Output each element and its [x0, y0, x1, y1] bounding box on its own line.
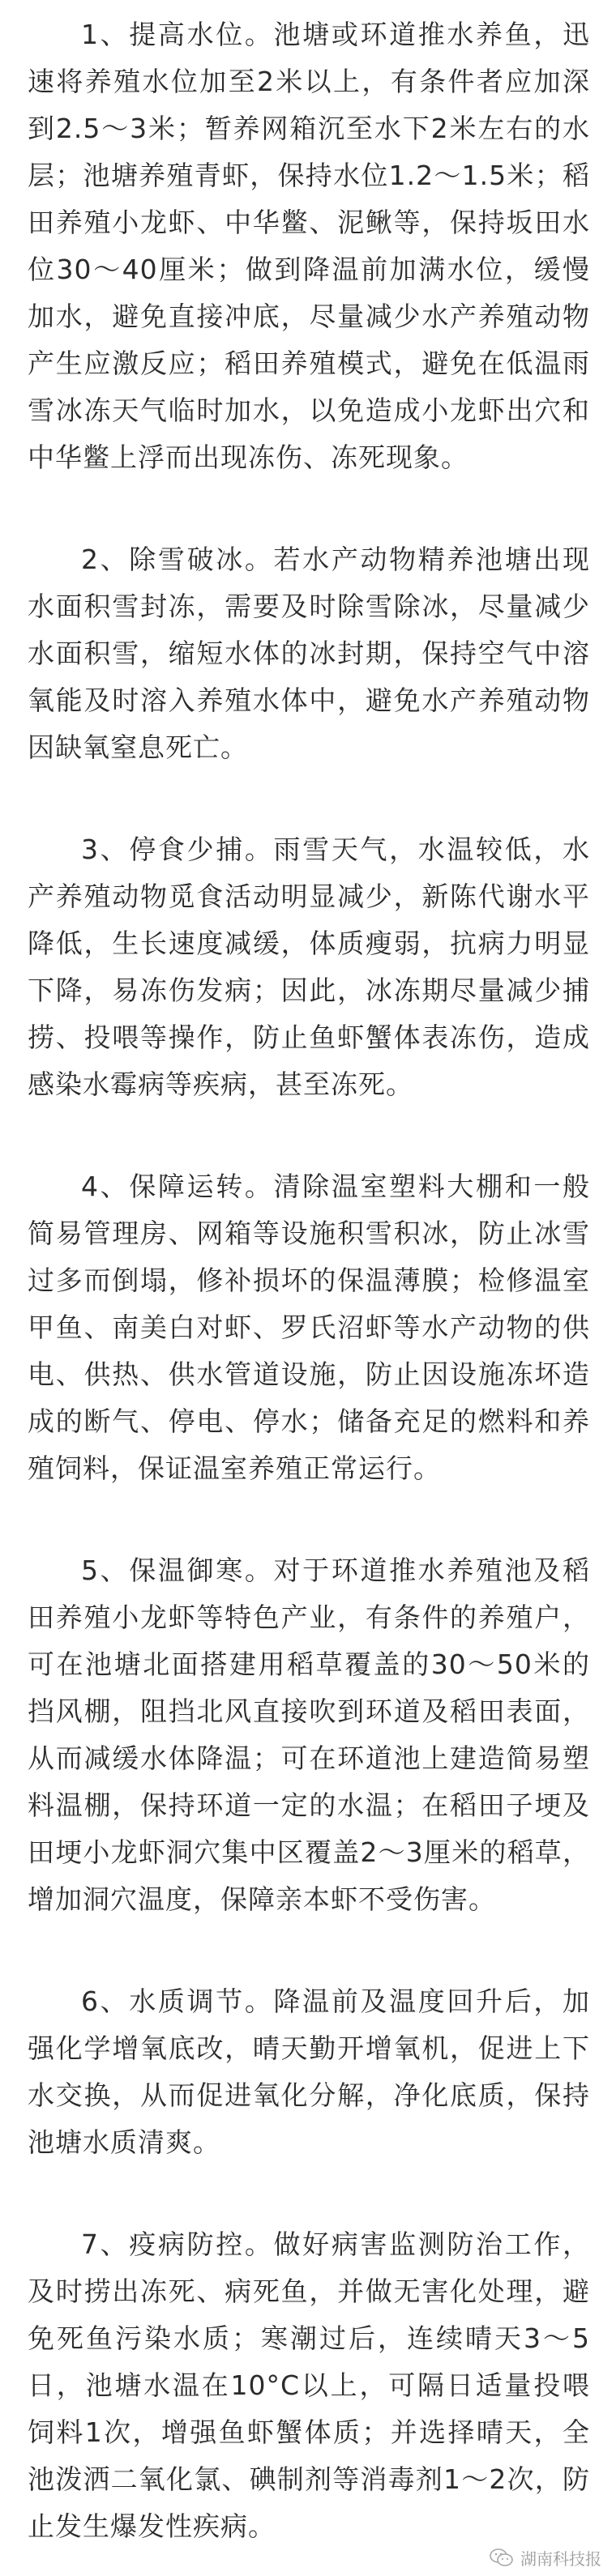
watermark — [490, 2546, 601, 2570]
wechat-icon — [490, 2548, 514, 2569]
paragraph-disease-control: 7、疫病防控。做好病害监测防治工作，及时捞出冻死、病死鱼，并做无害化处理，避免死鱼污染水质；寒潮过后，连续晴天3～5日，池塘水温在10°C以上，可隔日适量投喂饲料1次，增强鱼虾蟹体质；并选择晴天，全池泼洒二氧化氯、碘制剂等消毒剂1～2次，防止发生爆发性疾病。 — [28, 2228, 590, 2542]
watermark-text: 湖南科技报 — [520, 2549, 601, 2569]
paragraph-ensure-operation: 4、保障运转。清除温室塑料大棚和一般简易管理房、网箱等设施积雪积冰，防止冰雪过多而倒塌，修补损坏的保温薄膜；检修温室甲鱼、南美白对虾、罗氏沼虾等水产动物的供电、供热、供水管道设施，防止因设施冻坏造成的断气、停电、停水；储备充足的燃料和养殖饲料，保证温室养殖正常运行。 — [28, 1171, 590, 1484]
article-body — [28, 11, 590, 2550]
paragraph-water-quality: 6、水质调节。降温前及温度回升后，加强化学增氧底改，晴天勤开增氧机，促进上下水交换，从而促进氧化分解，净化底质，保持池塘水质清爽。 — [28, 1985, 590, 2158]
paragraph-remove-snow-ice: 2、除雪破冰。若水产动物精养池塘出现水面积雪封冻，需要及时除雪除冰，尽量减少水面积雪，缩短水体的冰封期，保持空气中溶氧能及时溶入养殖水体中，避免水产养殖动物因缺氧窒息死亡。 — [28, 544, 590, 763]
paragraph-raise-water-level: 1、提高水位。池塘或环道推水养鱼，迅速将养殖水位加至2米以上，有条件者应加深到2.5～3米；暂养网箱沉至水下2米左右的水层；池塘养殖青虾，保持水位1.2～1.5米；稻田养殖小龙虾、中华鳖、泥鳅等，保持坂田水位30～40厘米；做到降温前加满水位，缓慢加水，避免直接冲底，尽量减少水产养殖动物产生应激反应；稻田养殖模式，避免在低温雨雪冰冻天气临时加水，以免造成小龙虾出穴和中华鳖上浮而出现冻伤、冻死现象。 — [28, 19, 590, 473]
paragraph-stop-feeding: 3、停食少捕。雨雪天气，水温较低，水产养殖动物觅食活动明显减少，新陈代谢水平降低，生长速度减缓，体质瘦弱，抗病力明显下降，易冻伤发病；因此，冰冻期尽量减少捕捞、投喂等操作，防止鱼虾蟹体表冻伤，造成感染水霉病等疾病，甚至冻死。 — [28, 834, 590, 1100]
paragraph-keep-warm: 5、保温御寒。对于环道推水养殖池及稻田养殖小龙虾等特色产业，有条件的养殖户，可在池塘北面搭建用稻草覆盖的30～50米的挡风棚，阻挡北风直接吹到环道及稻田表面，从而减缓水体降温；可在环道池上建造简易塑料温棚，保持环道一定的水温；在稻田子埂及田埂小龙虾洞穴集中区覆盖2～3厘米的稻草，增加洞穴温度，保障亲本虾不受伤害。 — [28, 1555, 590, 1915]
